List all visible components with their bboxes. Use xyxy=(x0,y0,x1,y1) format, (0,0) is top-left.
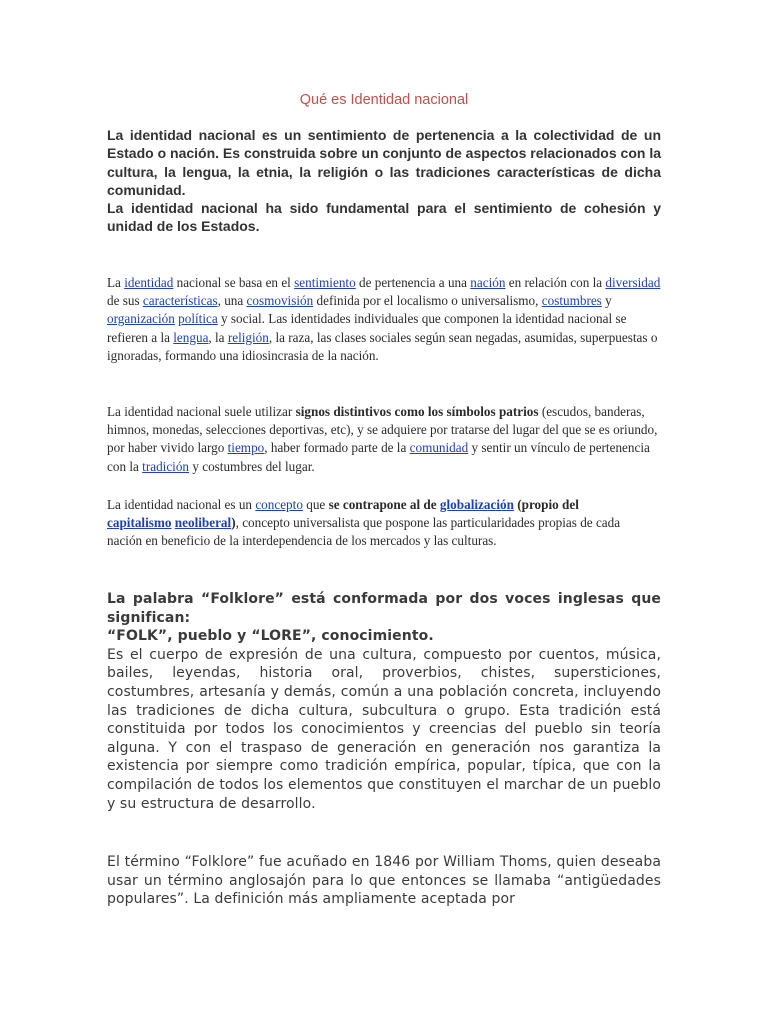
link-lengua[interactable]: lengua xyxy=(173,329,209,345)
link-capitalismo[interactable]: capitalismo xyxy=(107,515,172,531)
link-costumbres[interactable]: costumbres xyxy=(541,293,602,309)
text: y sentir un vínculo de pertenencia con la xyxy=(107,440,650,474)
link-nacion[interactable]: nación xyxy=(470,275,506,290)
folklore-heading-2: “FOLK”, pueblo y “LORE”, conocimiento. xyxy=(107,628,434,645)
link-tradicion[interactable]: tradición xyxy=(142,458,190,474)
identity-paragraph-3 xyxy=(107,496,637,551)
text: , concepto universalista que pospone las particularidades propias de cada nación en beneficio de la interdependencia de los mercados y las culturas. xyxy=(107,515,621,549)
text: que xyxy=(302,497,329,512)
link-neoliberal[interactable]: neoliberal xyxy=(174,515,232,531)
link-identidad[interactable]: identidad xyxy=(124,275,174,290)
link-politica[interactable]: política xyxy=(178,311,218,327)
text: La xyxy=(107,275,125,290)
identity-paragraph-1 xyxy=(107,274,663,365)
text: definida por el localismo o universalismo, xyxy=(313,293,542,309)
intro-block xyxy=(107,126,661,236)
intro-paragraph-2: La identidad nacional ha sido fundamental para el sentimiento de cohesión y unidad de los Estados. xyxy=(107,200,661,235)
folklore-section-2 xyxy=(107,853,661,909)
folklore-section xyxy=(107,590,661,813)
link-organizacion[interactable]: organización xyxy=(107,311,175,327)
folklore-body-2: El término “Folklore” fue acuñado en 1846 por William Thoms, quien deseaba usar un término anglosajón para lo que entonces se llamaba “antigüedades populares”. La definición más ampliamente aceptada por xyxy=(107,854,661,908)
text: , la raza, las clases sociales según sean negadas, asumidas, superpuestas o ignoradas, formando una idiosincrasia de la nación. xyxy=(107,329,658,363)
text: y xyxy=(601,293,612,309)
bold-text: (propio del xyxy=(513,497,579,512)
link-religion[interactable]: religión xyxy=(227,329,269,345)
bold-text: se contrapone al de xyxy=(328,497,440,512)
text: La identidad nacional es un xyxy=(107,497,256,512)
link-sentimiento[interactable]: sentimiento xyxy=(294,275,356,290)
bold-text: ) xyxy=(231,515,236,531)
intro-paragraph-1: La identidad nacional es un sentimiento de pertenencia a la colectividad de un Estado o nación. Es construida sobre un conjunto de aspectos relacionados con la cultura, la lengua, la etnia, la religión o las tradiciones características de dicha comunidad. xyxy=(107,127,661,198)
text: (escudos, banderas, himnos, monedas, selecciones deportivas, etc), y se adquiere por tratarse del lugar del que se es oriundo, por haber vivido largo xyxy=(107,404,658,456)
text: y social. Las identidades individuales que componen la identidad nacional se refieren a la xyxy=(107,311,627,345)
link-cosmovision[interactable]: cosmovisión xyxy=(246,293,314,309)
identity-paragraph-2 xyxy=(107,403,663,476)
text: La identidad nacional suele utilizar xyxy=(107,404,296,419)
text: nacional se basa en el xyxy=(173,275,295,290)
folklore-body-1: Es el cuerpo de expresión de una cultura, compuesto por cuentos, música, bailes, leyendas, historia oral, proverbios, chistes, supersticiones, costumbres, artesanía y demás, común a una población concreta, incluyendo las tradiciones de dicha cultura, subcultura o grupo. Esta tradición está constituida por todos los conocimientos y creencias del pueblo sin teoría alguna. Y con el traspaso de generación en generación nos garantiza la existencia por siempre como tradición empírica, popular, típica, que con la compilación de todos los elementos que constituyen el marchar de un pueblo y su estructura de desarrollo. xyxy=(107,646,661,812)
folklore-heading-1: La palabra “Folklore” está conformada por dos voces inglesas que significan: xyxy=(107,591,661,626)
link-caracteristicas[interactable]: características xyxy=(142,293,218,309)
link-diversidad[interactable]: diversidad xyxy=(605,275,661,290)
text: , haber formado parte de la xyxy=(264,440,410,456)
page-title: Qué es Identidad nacional xyxy=(299,92,469,108)
text: , la xyxy=(208,329,228,345)
text: y costumbres del lugar. xyxy=(189,458,315,474)
link-globalizacion[interactable]: globalización xyxy=(439,497,514,512)
link-comunidad[interactable]: comunidad xyxy=(409,440,469,456)
text: de sus xyxy=(107,293,143,309)
link-tiempo[interactable]: tiempo xyxy=(227,440,265,456)
text: de pertenencia a una xyxy=(355,275,471,290)
link-concepto[interactable]: concepto xyxy=(255,497,303,512)
text: , una xyxy=(217,293,247,309)
bold-text: signos distintivos como los símbolos patrios xyxy=(295,404,539,419)
text: en relación con la xyxy=(505,275,606,290)
